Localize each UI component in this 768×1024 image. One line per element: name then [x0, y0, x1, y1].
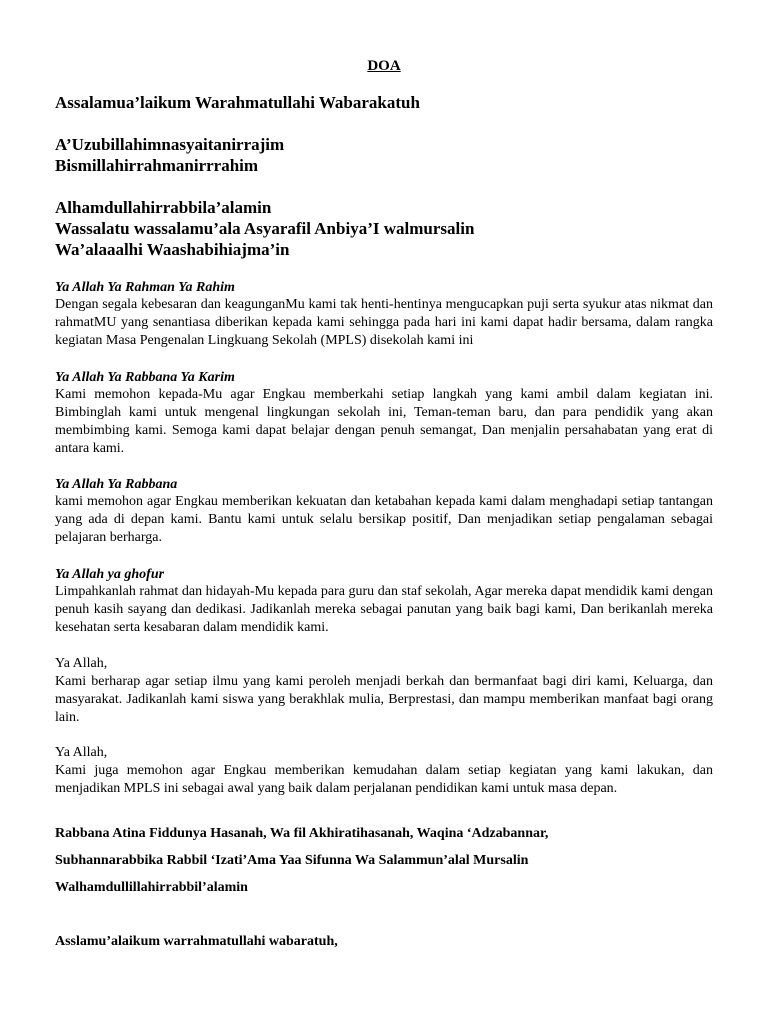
section-heading: Ya Allah,	[55, 745, 108, 760]
closing-line-2: Subhannarabbika Rabbil ‘Izati’Ama Yaa Sifunna Wa Salammun’alal Mursalin	[55, 853, 529, 868]
section-body: Kami juga memohon agar Engkau memberikan kemudahan dalam setiap kegiatan yang kami lakukan, dan menjadikan MPLS ini sebagai awal yang baik dalam perjalanan pendidikan kami untuk masa depan.	[55, 763, 713, 796]
praise-line-3: Wa’alaaalhi Waashabihiajma’in	[55, 240, 290, 259]
section-heading: Ya Allah,	[55, 656, 108, 671]
closing-line-3: Walhamdullillahirrabbil’alamin	[55, 880, 248, 895]
farewell: Asslamu’alaikum warrahmatullahi wabaratuh,	[55, 934, 338, 949]
section-body: Limpahkanlah rahmat dan hidayah-Mu kepada para guru dan staf sekolah, Agar mereka dapat mendidik kami dengan penuh kasih sayang dan dedikasi. Jadikanlah mereka sebagai panutan yang baik bagi kami, Dan berikanlah mereka kesehatan serta kesabaran dalam mendidik kami.	[55, 584, 713, 635]
section-body: Kami memohon kepada-Mu agar Engkau memberkahi setiap langkah yang kami ambil dalam kegiatan ini. Bimbinglah kami untuk mengenal lingkungan sekolah ini, Teman-teman baru, dan para pendidik yang akan membimbing kami. Semoga kami dapat belajar dengan penuh semangat, Dan menjalin persahabatan yang erat di antara kami.	[55, 387, 713, 456]
praise-line-1: Alhamdullahirrabbila’alamin	[55, 198, 272, 217]
section-heading: Ya Allah ya ghofur	[55, 567, 165, 582]
document-title: DOA	[367, 58, 401, 74]
closing-line-1: Rabbana Atina Fiddunya Hasanah, Wa fil Akhiratihasanah, Waqina ‘Adzabannar,	[55, 826, 549, 841]
opening-line-1: A’Uzubillahimnasyaitanirrajim	[55, 135, 285, 154]
opening-line-2: Bismillahirrahmanirrrahim	[55, 156, 259, 175]
section-body: kami memohon agar Engkau memberikan kekuatan dan ketabahan kepada kami dalam menghadapi setiap tantangan yang ada di depan kami. Bantu kami untuk selalu bersikap positif, Dan menjadikan setiap pengalaman sebagai pelajaran berharga.	[55, 494, 713, 545]
section-heading: Ya Allah Ya Rabbana Ya Karim	[55, 370, 235, 385]
greeting: Assalamua’laikum Warahmatullahi Wabarakatuh	[55, 93, 420, 112]
section-body: Dengan segala kebesaran dan keagunganMu kami tak henti-hentinya mengucapkan puji serta syukur atas nikmat dan rahmatMU yang senantiasa diberikan kepada kami sehingga pada hari ini kami dapat hadir bersama, dalam rangka kegiatan Masa Pengenalan Lingkuang Sekolah (MPLS) disekolah kami ini	[55, 297, 713, 348]
section-body: Kami berharap agar setiap ilmu yang kami peroleh menjadi berkah dan bermanfaat bagi diri kami, Keluarga, dan masyarakat. Jadikanlah kami siswa yang berakhlak mulia, Berprestasi, dan mampu memberikan manfaat bagi orang lain.	[55, 674, 713, 725]
section-heading: Ya Allah Ya Rabbana	[55, 477, 178, 492]
praise-line-2: Wassalatu wassalamu’ala Asyarafil Anbiya’I walmursalin	[55, 219, 475, 238]
section-heading: Ya Allah Ya Rahman Ya Rahim	[55, 280, 235, 295]
